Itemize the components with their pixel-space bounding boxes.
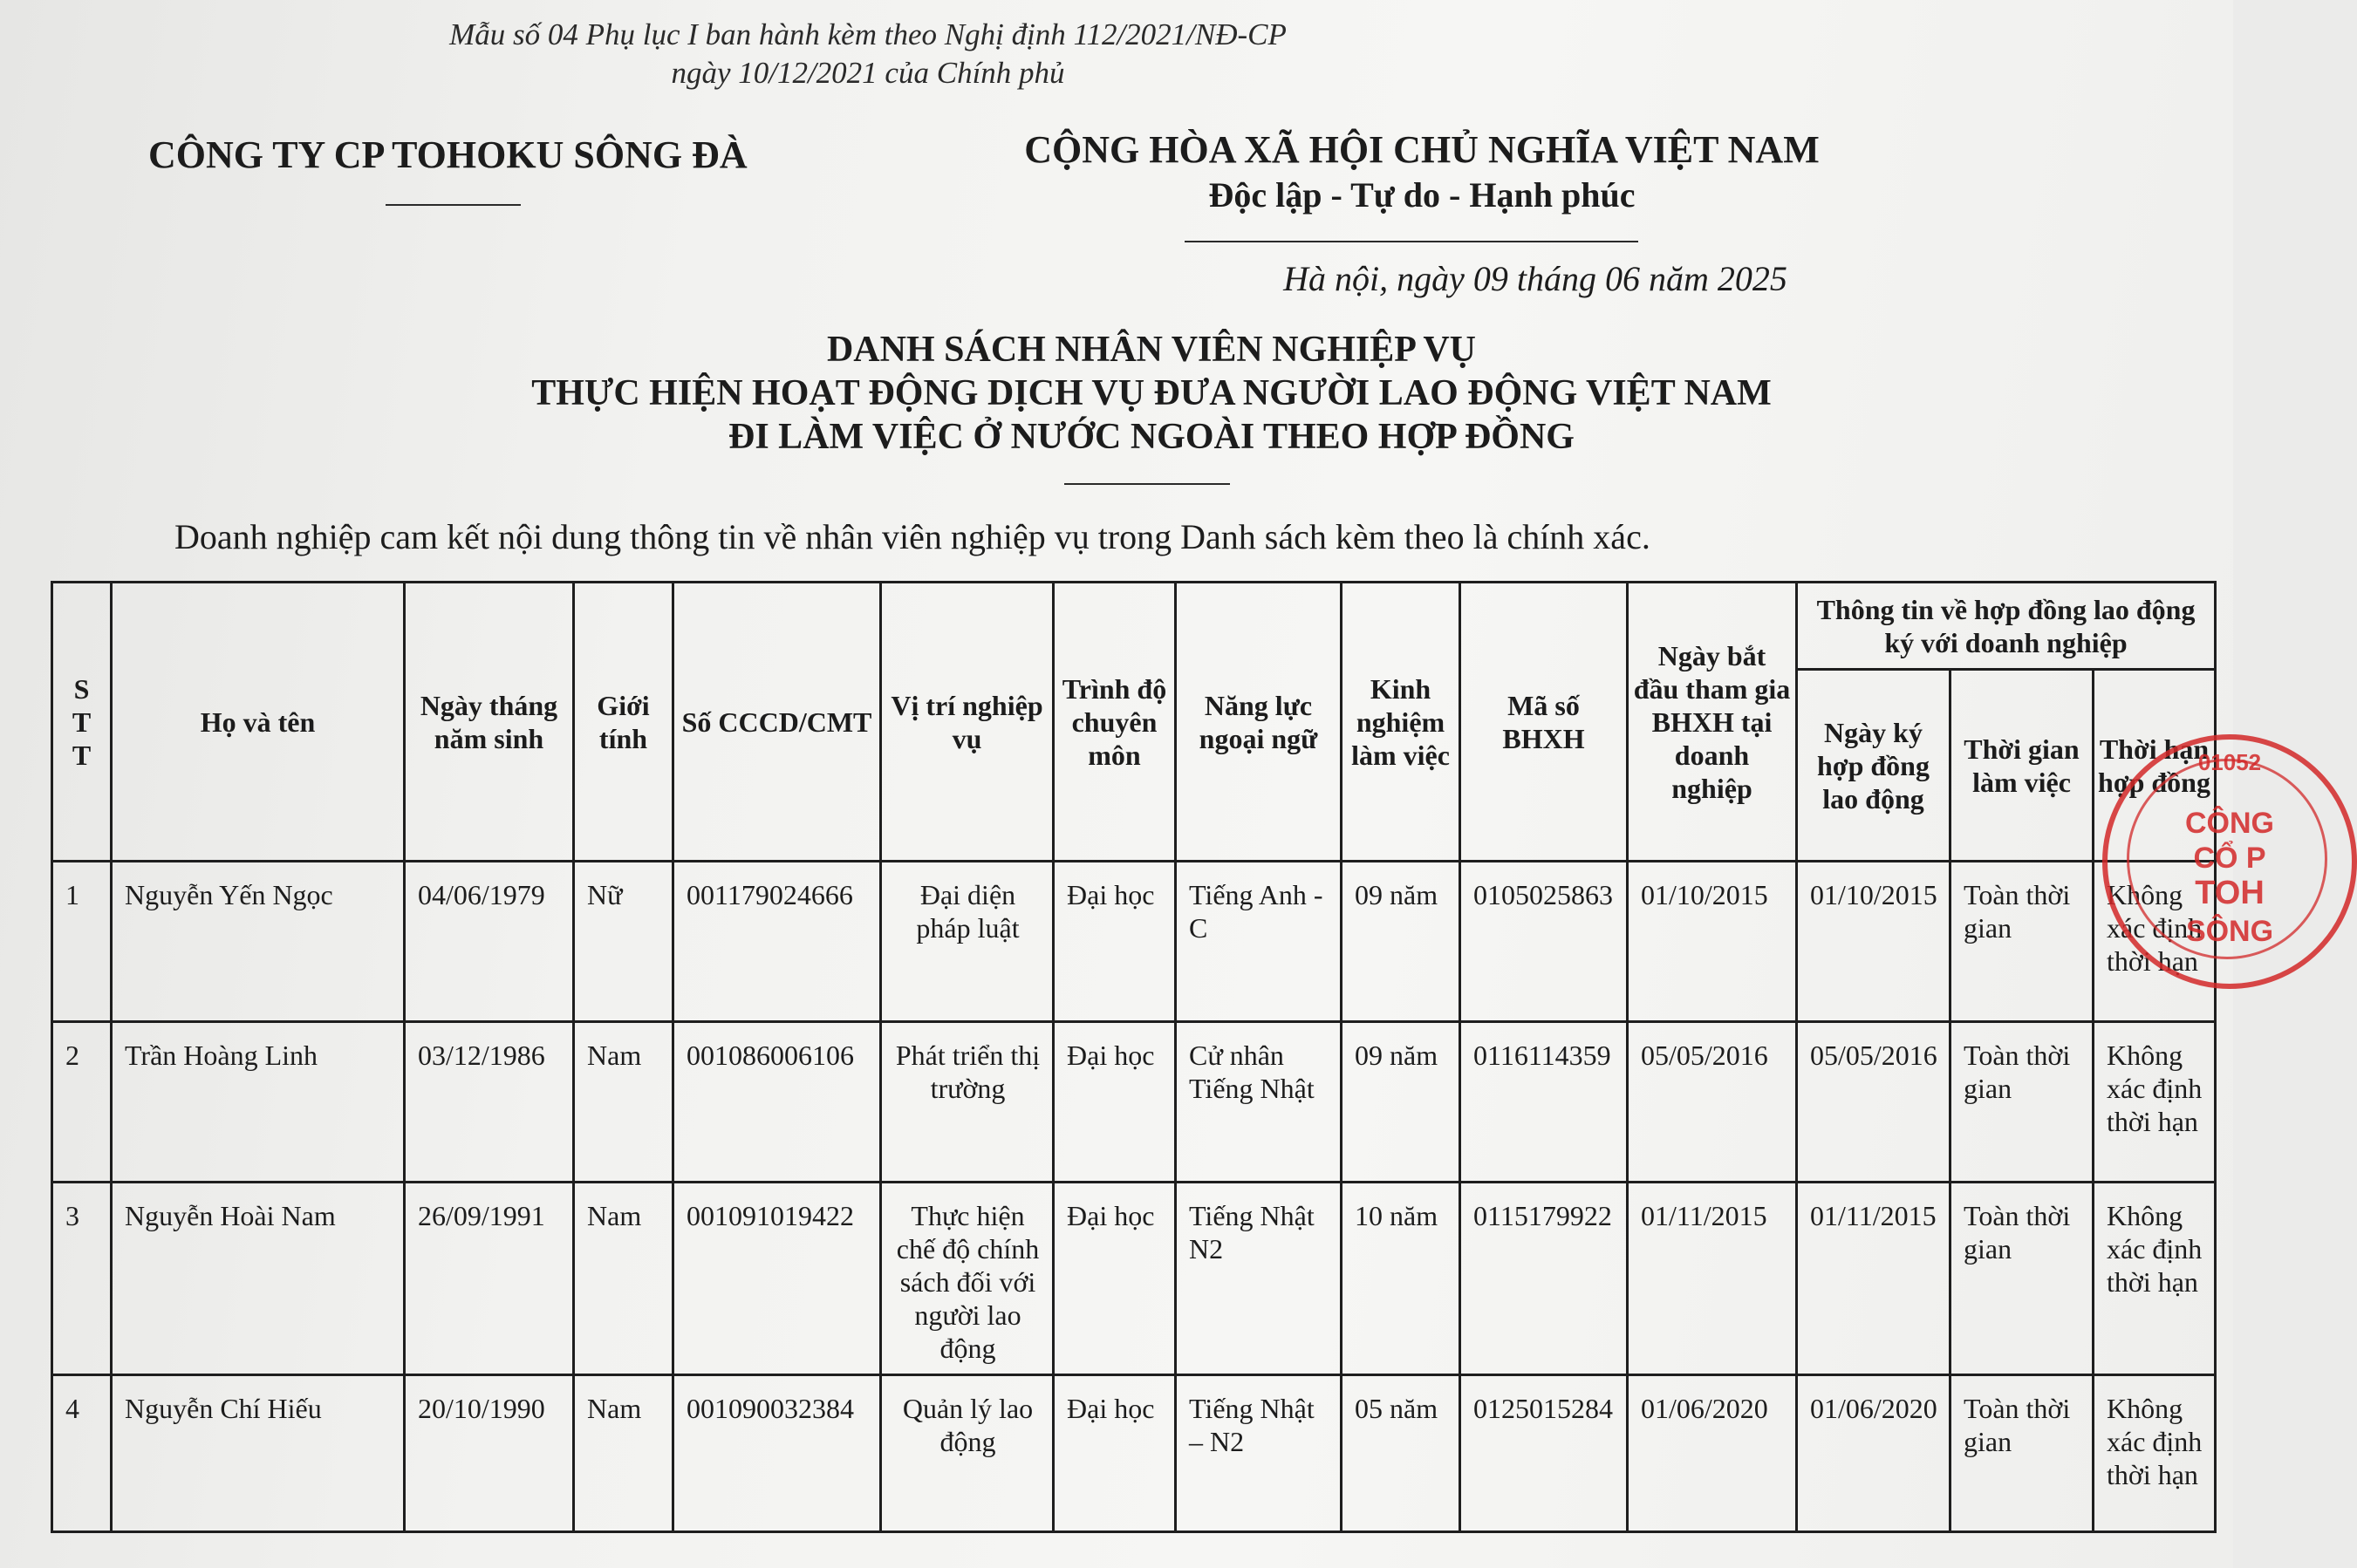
cell-dob: 03/12/1986 bbox=[405, 1022, 574, 1183]
header-gender: Giới tính bbox=[574, 583, 673, 862]
cell-id: 001091019422 bbox=[673, 1183, 881, 1375]
cell-gender: Nam bbox=[574, 1375, 673, 1532]
cell-education: Đại học bbox=[1054, 1022, 1176, 1183]
form-note-line2: ngày 10/12/2021 của Chính phủ bbox=[671, 56, 1065, 90]
header-stt: S T T bbox=[52, 583, 112, 862]
stamp-text-line4: SÔNG bbox=[2185, 915, 2274, 948]
title-underline bbox=[1064, 483, 1230, 485]
cell-contract-date: 05/05/2016 bbox=[1797, 1022, 1951, 1183]
form-note-line1: Mẫu số 04 Phụ lục I ban hành kèm theo Nghị định 112/2021/NĐ-CP bbox=[449, 17, 1287, 51]
stamp-text-line2: CỔ P bbox=[2193, 842, 2266, 875]
commitment-statement: Doanh nghiệp cam kết nội dung thông tin về nhân viên nghiệp vụ trong Danh sách kèm theo là chính xác. bbox=[174, 517, 1650, 556]
cell-contract-term: Không xác định thời hạn bbox=[2094, 1183, 2216, 1375]
company-name: CÔNG TY CP TOHOKU SÔNG ĐÀ bbox=[148, 133, 748, 176]
cell-education: Đại học bbox=[1054, 862, 1176, 1022]
cell-contract-term: Không xác định thời hạn bbox=[2094, 1375, 2216, 1532]
header-id: Số CCCD/CMT bbox=[673, 583, 881, 862]
header-experience: Kinh nghiệm làm việc bbox=[1342, 583, 1460, 862]
document-title-line3: ĐI LÀM VIỆC Ở NƯỚC NGOÀI THEO HỢP ĐỒNG bbox=[728, 417, 1575, 457]
staff-table bbox=[51, 581, 2217, 1533]
header-education: Trình độ chuyên môn bbox=[1054, 583, 1176, 862]
table-row bbox=[52, 1375, 2216, 1532]
company-stamp bbox=[2102, 734, 2357, 989]
cell-contract-date: 01/06/2020 bbox=[1797, 1375, 1951, 1532]
cell-stt: 4 bbox=[52, 1375, 112, 1532]
document-title-line2: THỰC HIỆN HOẠT ĐỘNG DỊCH VỤ ĐƯA NGƯỜI LAO ĐỘNG VIỆT NAM bbox=[531, 373, 1772, 413]
header-bhxh-start: Ngày bắt đầu tham gia BHXH tại doanh nghiệp bbox=[1628, 583, 1797, 862]
cell-stt: 1 bbox=[52, 862, 112, 1022]
cell-bhxh-start: 01/10/2015 bbox=[1628, 862, 1797, 1022]
cell-id: 001179024666 bbox=[673, 862, 881, 1022]
cell-bhxh-start: 05/05/2016 bbox=[1628, 1022, 1797, 1183]
cell-id: 001090032384 bbox=[673, 1375, 881, 1532]
cell-position: Quản lý lao động bbox=[881, 1375, 1054, 1532]
table-row bbox=[52, 1183, 2216, 1375]
cell-position: Phát triển thị trường bbox=[881, 1022, 1054, 1183]
cell-experience: 05 năm bbox=[1342, 1375, 1460, 1532]
table-header-row bbox=[52, 583, 2216, 670]
cell-dob: 20/10/1990 bbox=[405, 1375, 574, 1532]
cell-gender: Nam bbox=[574, 1183, 673, 1375]
cell-experience: 09 năm bbox=[1342, 1022, 1460, 1183]
cell-bhxh-start: 01/11/2015 bbox=[1628, 1183, 1797, 1375]
cell-work-time: Toàn thời gian bbox=[1951, 1375, 2094, 1532]
cell-work-time: Toàn thời gian bbox=[1951, 1022, 2094, 1183]
cell-name: Nguyễn Yến Ngọc bbox=[112, 862, 405, 1022]
cell-position: Đại diện pháp luật bbox=[881, 862, 1054, 1022]
cell-position: Thực hiện chế độ chính sách đối với người lao động bbox=[881, 1183, 1054, 1375]
table-row bbox=[52, 1022, 2216, 1183]
cell-education: Đại học bbox=[1054, 1183, 1176, 1375]
cell-contract-date: 01/10/2015 bbox=[1797, 862, 1951, 1022]
table-row bbox=[52, 862, 2216, 1022]
header-language: Năng lực ngoại ngữ bbox=[1176, 583, 1342, 862]
cell-stt: 3 bbox=[52, 1183, 112, 1375]
cell-contract-date: 01/11/2015 bbox=[1797, 1183, 1951, 1375]
cell-gender: Nam bbox=[574, 1022, 673, 1183]
header-social-insurance: Mã số BHXH bbox=[1460, 583, 1628, 862]
company-underline bbox=[386, 204, 521, 206]
cell-language: Tiếng Anh - C bbox=[1176, 862, 1342, 1022]
nation-motto: Độc lập - Tự do - Hạnh phúc bbox=[1208, 175, 1636, 215]
cell-dob: 26/09/1991 bbox=[405, 1183, 574, 1375]
cell-social-insurance: 0125015284 bbox=[1460, 1375, 1628, 1532]
header-work-time: Thời gian làm việc bbox=[1951, 670, 2094, 862]
stamp-text-line3: TOH bbox=[2195, 875, 2265, 911]
cell-id: 001086006106 bbox=[673, 1022, 881, 1183]
header-dob: Ngày tháng năm sinh bbox=[405, 583, 574, 862]
cell-stt: 2 bbox=[52, 1022, 112, 1183]
cell-work-time: Toàn thời gian bbox=[1951, 1183, 2094, 1375]
cell-experience: 10 năm bbox=[1342, 1183, 1460, 1375]
place-date: Hà nội, ngày 09 tháng 06 năm 2025 bbox=[1283, 259, 1787, 298]
cell-social-insurance: 0105025863 bbox=[1460, 862, 1628, 1022]
document-title-line1: DANH SÁCH NHÂN VIÊN NGHIỆP VỤ bbox=[826, 330, 1477, 370]
header-contract-group: Thông tin về hợp đồng lao động ký với doanh nghiệp bbox=[1797, 583, 2216, 670]
header-contract-term: Thời hạn hợp đồng bbox=[2094, 670, 2216, 862]
cell-contract-term: Không xác định thời hạn bbox=[2094, 1022, 2216, 1183]
cell-social-insurance: 0116114359 bbox=[1460, 1022, 1628, 1183]
cell-education: Đại học bbox=[1054, 1375, 1176, 1532]
cell-social-insurance: 0115179922 bbox=[1460, 1183, 1628, 1375]
cell-language: Tiếng Nhật – N2 bbox=[1176, 1375, 1342, 1532]
cell-work-time: Toàn thời gian bbox=[1951, 862, 2094, 1022]
cell-language: Tiếng Nhật N2 bbox=[1176, 1183, 1342, 1375]
stamp-number: 01052 bbox=[2197, 749, 2262, 775]
stamp-text-line1: CÔNG bbox=[2185, 807, 2274, 840]
cell-experience: 09 năm bbox=[1342, 862, 1460, 1022]
cell-name: Trần Hoàng Linh bbox=[112, 1022, 405, 1183]
cell-gender: Nữ bbox=[574, 862, 673, 1022]
nation-name: CỘNG HÒA XÃ HỘI CHỦ NGHĨA VIỆT NAM bbox=[1024, 128, 1820, 171]
cell-language: Cử nhân Tiếng Nhật bbox=[1176, 1022, 1342, 1183]
cell-name: Nguyễn Hoài Nam bbox=[112, 1183, 405, 1375]
header-position: Vị trí nghiệp vụ bbox=[881, 583, 1054, 862]
motto-underline bbox=[1185, 241, 1638, 242]
cell-name: Nguyễn Chí Hiếu bbox=[112, 1375, 405, 1532]
cell-dob: 04/06/1979 bbox=[405, 862, 574, 1022]
cell-bhxh-start: 01/06/2020 bbox=[1628, 1375, 1797, 1532]
header-contract-date: Ngày ký hợp đồng lao động bbox=[1797, 670, 1951, 862]
header-name: Họ và tên bbox=[112, 583, 405, 862]
cell-contract-term: Không xác định thời hạn bbox=[2094, 862, 2216, 1022]
